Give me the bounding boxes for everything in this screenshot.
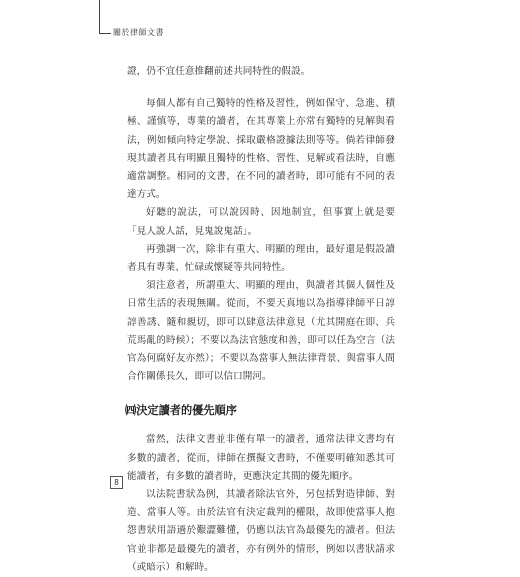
header-rule-vertical <box>99 0 100 33</box>
paragraph: 每個人都有自己獨特的性格及習性，例如保守、急進、積極、謹慎等，專業的讀者，在其專業上亦常有獨特的見解與看法，例如傾向特定學說、採取嚴格證據法則等等。倘若律師發現其讀者具有明顯且獨特的性格、習性、見解或看法時，自應適當調整。相同的文書，在不同的讀者時，即可能有不同的表達方式。 <box>127 98 395 201</box>
paragraph: 當然，法律文書並非僅有單一的讀者，通常法律文書均有多數的讀者，從而，律師在撰擬文書時，不僅要明確知悉其可能讀者，有多數的讀者時，更應決定其間的優先順序。 <box>127 434 395 482</box>
paragraph: 好聽的說法，可以說因時、因地制宜，但事實上就是要「見人說人話，見鬼說鬼話」。 <box>127 207 395 237</box>
running-header-title: 關於律師文書 <box>113 28 164 37</box>
paragraph: 須注意者，所謂重大、明顯的理由，與讀者其個人個性及日常生活的表現無關。從而，不要天真地以為指導律師平日諄諄善誘、隨和親切，即可以肆意法律意見（尤其開庭在即、兵荒馬亂的時候）；不要以為法官態度和善，即可以任為空言（法官為何腐好友亦然）；不要以為當事人無法律背景、與當事人間合作關係長久，即可以信口開河。 <box>127 280 395 383</box>
page-number: 8 <box>110 476 123 489</box>
paragraph: 再強調一次，除非有重大、明顯的理由，最好還是假設讀者具有專業、忙碌或懷疑等共同特性。 <box>127 243 395 274</box>
section-heading: ㈣決定讀者的優先順序 <box>125 404 237 418</box>
paragraph: 以法院書狀為例，其讀者除法官外，另包括對造律師、對造、當事人等。由於法官有決定裁判的權限，故即使當事人抱怨書狀用語過於艱澀難懂，仍應以法官為最優先的讀者。但法官並非都是最優先的讀者，亦有例外的情形，例如以書狀請求（或暗示）和解時。 <box>127 489 395 573</box>
paragraph-continuation: 證，仍不宜任意推翻前述共同特性的假設。 <box>127 66 311 77</box>
header-rule-horizontal <box>99 33 111 34</box>
